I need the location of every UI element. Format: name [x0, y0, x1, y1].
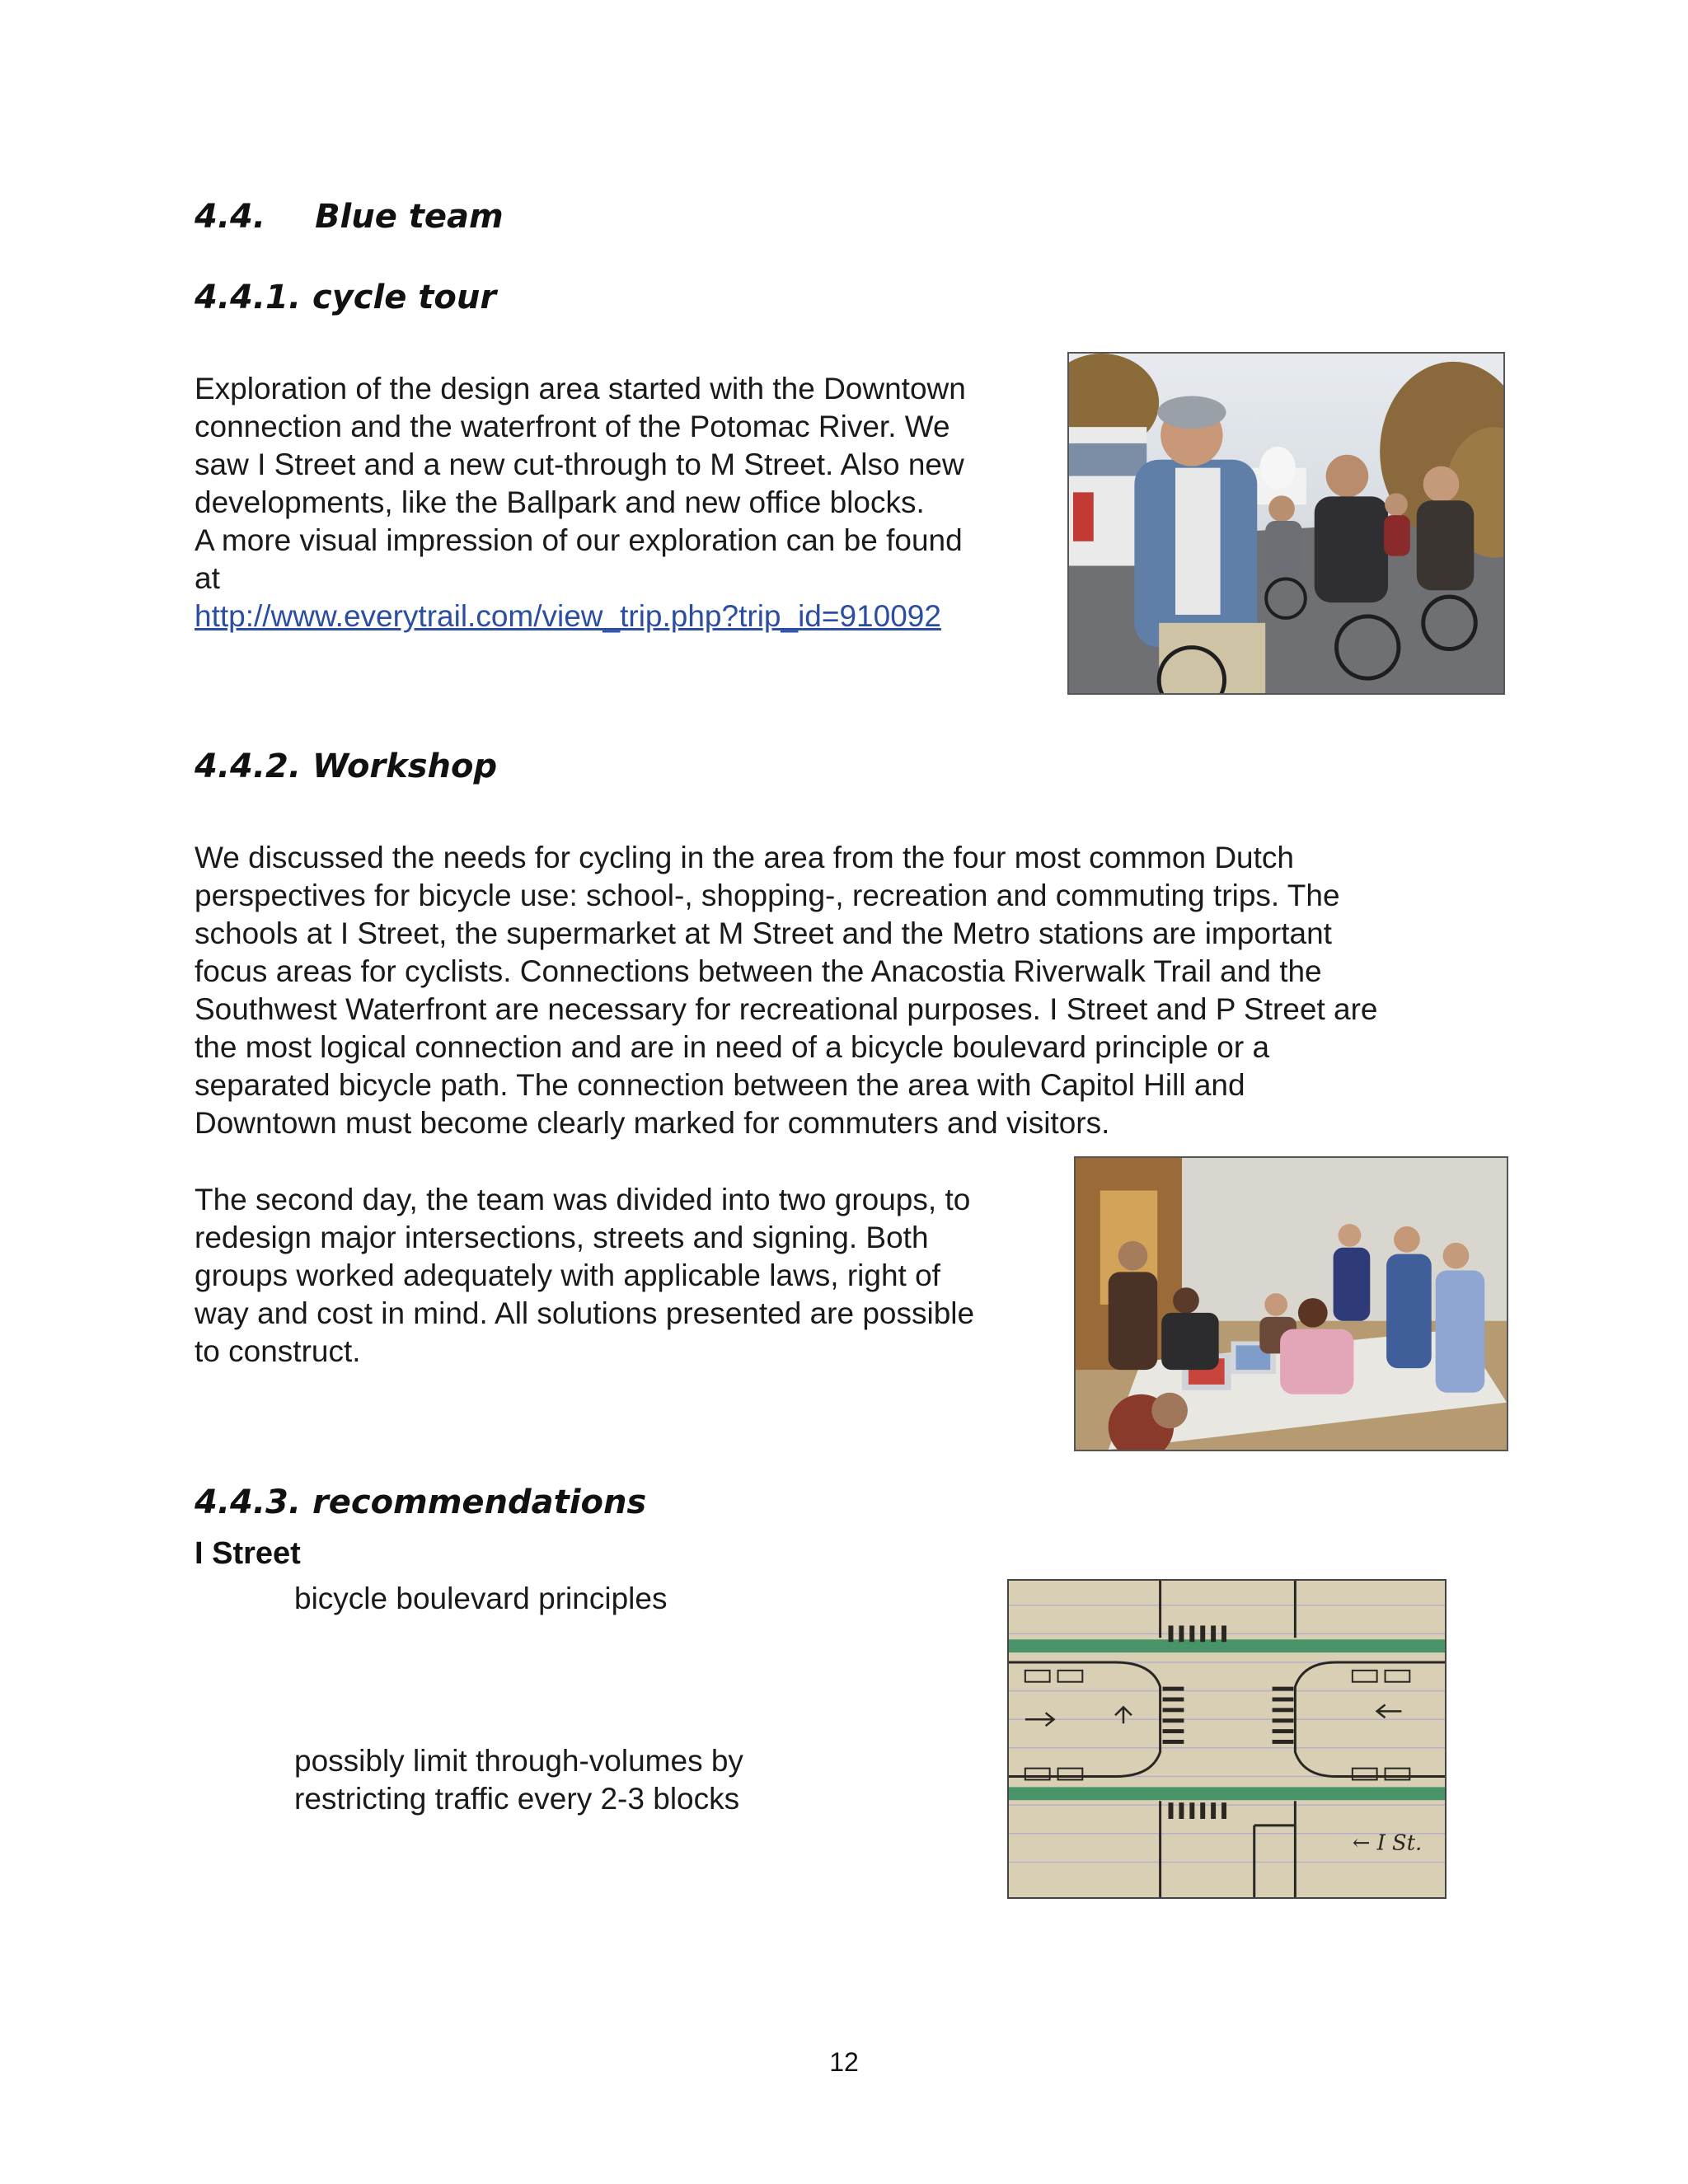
section-title: Blue team [315, 198, 504, 236]
text-line: to construct. [195, 1334, 361, 1368]
sketch-street-label: ← I St. [1352, 1830, 1423, 1856]
workshop-paragraph-1 [195, 839, 1378, 1142]
text-line: focus areas for cyclists. Connections between the Anacostia Riverwalk Trail and the [195, 954, 1322, 988]
text-line: A more visual impression of our exploration can be found [195, 523, 963, 557]
text-line: bicycle boulevard principles [294, 1582, 668, 1615]
recommendation-item-1 [294, 1580, 667, 1618]
section-heading [195, 198, 504, 236]
workshop-paragraph-2 [195, 1181, 974, 1371]
text-line: at [195, 561, 220, 595]
intersection-sketch [1007, 1579, 1447, 1899]
page-number: 12 [829, 2047, 859, 2077]
text-line: separated bicycle path. The connection between the area with Capitol Hill and [195, 1068, 1245, 1102]
text-line: redesign major intersections, streets and signing. Both [195, 1221, 929, 1254]
text-line: connection and the waterfront of the Potomac River. We [195, 410, 950, 443]
i-street-subheading: I Street [195, 1536, 301, 1571]
text-line: The second day, the team was divided into two groups, to [195, 1183, 971, 1216]
text-line: groups worked adequately with applicable laws, right of [195, 1258, 940, 1292]
text-line: We discussed the needs for cycling in the area from the four most common Dutch [195, 841, 1294, 874]
recommendation-item-2 [294, 1742, 743, 1818]
text-line: Exploration of the design area started with the Downtown [195, 372, 966, 405]
text-line: possibly limit through-volumes by [294, 1744, 743, 1778]
cyclists-photo [1067, 352, 1505, 695]
recommendations-heading: 4.4.3. recommendations [195, 1483, 647, 1521]
everytrail-link[interactable]: http://www.everytrail.com/view_trip.php?trip_id=910092 [195, 599, 941, 633]
text-line: schools at I Street, the supermarket at M Street and the Metro stations are important [195, 916, 1332, 950]
workshop-heading: 4.4.2. Workshop [195, 748, 498, 785]
text-line: restricting traffic every 2-3 blocks [294, 1782, 740, 1816]
workshop-photo-graphic [1076, 1158, 1507, 1450]
text-line: way and cost in mind. All solutions presented are possible [195, 1296, 975, 1330]
cycle-tour-paragraph [195, 370, 966, 635]
text-line: perspectives for bicycle use: school-, shopping-, recreation and commuting trips. The [195, 879, 1340, 912]
section-number: 4.4. [195, 198, 266, 236]
text-line: Southwest Waterfront are necessary for recreational purposes. I Street and P Street are [195, 992, 1378, 1026]
workshop-photo [1074, 1156, 1508, 1451]
cyclists-photo-graphic [1069, 354, 1503, 693]
text-line: the most logical connection and are in need of a bicycle boulevard principle or a [195, 1030, 1270, 1064]
text-line: saw I Street and a new cut-through to M Street. Also new [195, 448, 964, 481]
text-line: Downtown must become clearly marked for commuters and visitors. [195, 1106, 1110, 1140]
cycle-tour-heading: 4.4.1. cycle tour [195, 279, 497, 316]
text-line: developments, like the Ballpark and new office blocks. [195, 485, 925, 519]
intersection-sketch-graphic [1009, 1581, 1445, 1897]
